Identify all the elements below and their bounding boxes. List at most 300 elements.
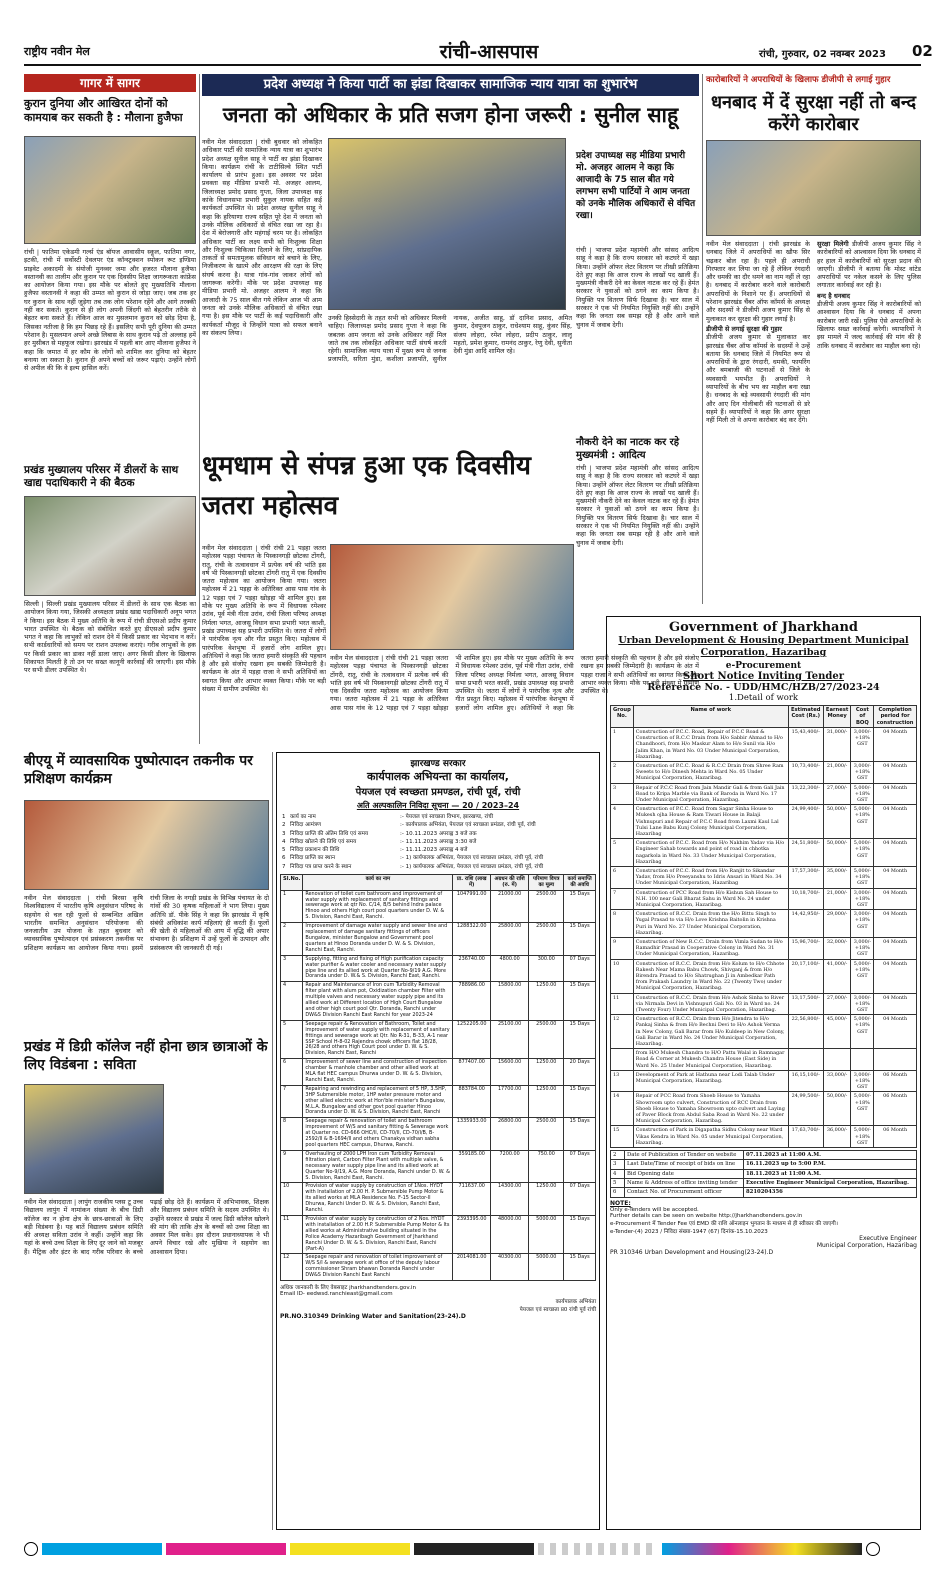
table-cell: 3,000/- +18% GST [851, 910, 874, 938]
naukri-body-text: रांची | भाजपा प्रदेश महामंत्री और सांसद आदित्य साहू ने कहा है कि राज्य सरकार को कटघरे में खड़ा किया। उन्होंने ऑफर लेटर वितरण पर तीखी प्रतिक्रिया देते हुए कहा कि आज राज्य के लाखों पद खाली हैं। मुख्यमंत्री नौकरी देने का केवल नाटक कर रहे हैं। हेमंत सरकार ने युवाओं को ठगने का काम किया है। नियुक्ति पत्र वितरण सिर्फ दिखावा है। चार साल में सरकार ने एक भी नियमित नियुक्ति नहीं की। उन्होंने कहा कि जनता सब समझ रही है और आने वाले चुनाव में जवाब देगी। [576, 464, 699, 547]
table-cell: 13,22,300/- [788, 783, 823, 805]
hz-short: Short Notice Inviting Tender [683, 671, 844, 682]
jh-work-table [280, 874, 596, 1281]
table-cell: Last Date/Time of receipt of bids on line [625, 1160, 744, 1169]
table-cell: 3 [281, 955, 303, 982]
table-row [280, 838, 596, 846]
table-row [611, 1169, 917, 1178]
dhanbad-sub3: बन्द है धनबाद [817, 291, 851, 300]
table-cell: 11 [281, 1215, 303, 1253]
table-cell: 3,000/- +18% GST [851, 888, 874, 910]
table-cell: Construction of R.C.C. Drain from the H/o Bittu Singh to Yugal Prasad to via H/o Love Krishna Baitolin in Krishna Puri in Ward No. 27 Under Municipal Corporation, Hazaribag. [633, 910, 788, 938]
table-cell: 12 [281, 1254, 303, 1281]
dhanbad-kicker: कारोबारियों ने अपराधियों के खिलाफ डीजीपी से लगाई गुहार [706, 75, 891, 85]
hz-sign1: Executive Engineer [859, 1234, 917, 1242]
table-cell: 17,63,700/- [788, 1126, 823, 1148]
table-cell: 2 [281, 923, 303, 956]
table-cell: 04 Month [874, 805, 917, 839]
table-cell: 788986.00 [453, 982, 491, 1020]
table-cell: 9 [611, 937, 634, 959]
table-cell: 5,000/- +18% GST [851, 805, 874, 839]
table-row [281, 1183, 596, 1216]
table-cell: 17700.00 [491, 1085, 529, 1118]
table-cell: 4 [611, 805, 634, 839]
table-row [611, 1188, 917, 1197]
hz-eproc: e-Procurement [725, 661, 802, 671]
table-cell: :- 1) कार्यपालक अभियंता, पेयजल एवं स्वच्छता प्रमंडल, रांची पूर्व, रांची [400, 855, 544, 862]
table-cell: 1250.00 [529, 982, 564, 1020]
table-cell: 7 [282, 863, 286, 870]
hz-ref: Reference No. - UDD/HMC/HZB/27/2023-24 [647, 682, 880, 693]
table-cell: 1 [282, 814, 286, 820]
table-cell: 236740.00 [453, 955, 491, 982]
table-cell: 04 Month [874, 761, 917, 783]
table-row [611, 761, 917, 783]
hz-dept: Urban Development & Housing Department Municipal Corporation, Hazaribag [618, 635, 909, 658]
table-row [280, 813, 596, 821]
story3-headline: बीएयू में व्यावसायिक पुष्पोत्पादन तकनीक पर प्रशिक्षण कार्यक्रम [24, 753, 253, 787]
table-cell: 6 [611, 1188, 625, 1197]
table-cell: 21000.00 [491, 890, 529, 923]
table-cell: 2500.00 [529, 1020, 564, 1058]
table-row [280, 863, 596, 871]
story4-body-a [24, 1198, 269, 1513]
table-cell: 12 [611, 1015, 634, 1049]
column-header: प्रा. राशि (लाख में) [453, 875, 491, 891]
lead-body-left [202, 138, 322, 430]
table-cell: 15,96,700/- [788, 937, 823, 959]
jh-office2: पेयजल एवं स्वच्छता प्रमण्डल, रांची पूर्व, रांची [355, 787, 521, 798]
table-cell: 15 Days [564, 923, 596, 956]
table-cell: 04 Month [874, 1015, 917, 1049]
table-cell: 07.11.2023 at 11:00 A.M. [744, 1151, 917, 1160]
table-cell: 5,000/- +18% GST [851, 783, 874, 805]
table-cell: 10 [611, 959, 634, 993]
table-cell: 04 Month [874, 888, 917, 910]
table-cell: 11 [611, 993, 634, 1015]
hz-sub: 1.Detail of work [728, 693, 799, 703]
column-header: Estimated Cost (Rs.) [788, 706, 823, 728]
jh-office1: कार्यपालक अभियन्ता का कार्यालय, [367, 770, 509, 783]
jh-pr: PR.NO.310349 Drinking Water and Sanitation(23-24).D [280, 1313, 466, 1321]
table-cell: 24,51,800/- [788, 839, 823, 867]
table-cell: Construction of Park in Digapatha Sidhu Colony near Ward Vikas Kendra in Ward No. 05 under Municipal Corporation, Hazaribag. [633, 1126, 788, 1148]
table-cell: Date of Publication of Tender on website [625, 1151, 744, 1160]
table-cell: 15 Days [564, 1020, 596, 1058]
table-cell: 04 Month [874, 937, 917, 959]
table-row [611, 1160, 917, 1169]
section-title: रांची-आसपास [439, 41, 539, 63]
dhanbad-col1 [706, 240, 810, 595]
lead-body: नवीन मेल संवाददाता | रांची बुधवार को लोकहित अधिकार पार्टी की सामाजिक न्याय यात्रा का शुभारंभ प्रदेश अध्यक्ष सुनील साहू ने पार्टी का झंडा दिखाकर किया। कार्यक्रम रांची के टाटीसिल्वे स्थित पार्टी कार्यालय से प्रारंभ हुआ। इस अवसर पर प्रदेश प्रवक्ता सह मीडिया प्रभारी मो. अजहर आलम, जिलाध्यक्ष प्रमोद प्रसाद गुप्ता, जिला उपाध्यक्ष सह कांके विधानसभा प्रभारी सुकुल नायक सहित कई कार्यकर्ता उपस्थित थे। प्रदेश अध्यक्ष सुनील साहू ने कहा कि हरियाणा राज्य सहित पूरे देश में जनता को उनके मौलिक अधिकारों से वंचित रखा जा रहा है। देश में बेरोजगारी और महंगाई चरम पर है। लोकहित अधिकार पार्टी का लक्ष्य सभी को निःशुल्क शिक्षा और निःशुल्क चिकित्सा दिलाने के लिए, सांप्रदायिक ताकतों से समतामूलक संविधान को बचाने के लिए, निजीकरण के खात्मे और आरक्षण की रक्षा के लिए संघर्ष करना है। यात्रा गांव-गांव जाकर लोगों को जागरूक करेगी। मौके पर प्रदेश उपाध्यक्ष सह मीडिया प्रभारी मो. अजहर आलम ने कहा कि आजादी के 75 साल बीत गये लेकिन आज भी आम जनता को उनके मौलिक अधिकारों से वंचित रखा गया है। इस मौके पर पार्टी के कई पदाधिकारी और कार्यकर्ता मौजूद थे जिन्होंने यात्रा को सफल बनाने का संकल्प लिया। [202, 138, 322, 337]
table-cell [788, 1049, 823, 1071]
table-cell: 3 [611, 783, 634, 805]
column-header: Earnest Money [823, 706, 851, 728]
dhanbad-body3: डीजीपी अजय कुमार सिंह ने कारोबारियों को आश्वासन दिया कि धनबाद में हर हाल में कारोबारियों को सुरक्षा प्रदान की जाएगी। डीजीपी ने बताया कि मोस्ट वांटेड अपराधियों पर नकेल कसने के लिए पुलिस लगातार कार्रवाई कर रही है। [817, 240, 921, 290]
paper-name: राष्ट्रीय नवीन मेल [24, 45, 90, 58]
table-cell: Construction of PCC Road from H/o Kishun Sah House to N.H. 100 near Gali Bharat Sahu in Ward No. 24 under Municipal Corporation, Hazaribag. [633, 888, 788, 910]
table-cell: 1335933.00 [453, 1118, 491, 1151]
hz-sign2: Municipal Corporation, Hazaribag [816, 1241, 917, 1249]
jh-info-table [280, 813, 596, 871]
table-cell: Improvement of sewer line and construction of inspection chamber & manhole chamber and other allied work at MLA flat HEC campus Dhurwa under D. W. & S. Division, Ranchi East, Ranchi. [303, 1059, 453, 1086]
table-cell [611, 1049, 634, 1071]
table-cell: Construction of P.C.C. Road, Repair of P.C.C Road & Construction of R.C.C Drain from H/o Sabbir Ahmad to H/o Chandhoori, from H/o Maskur Alam to H/o Sunil via H/o Jalim Khan, in Ward No. 03 Under Municipal Corporation, Hazaribag. [633, 727, 788, 761]
table-cell: 8210204356 [744, 1188, 917, 1197]
story3-body: नवीन मेल संवाददाता | रांची बिरसा कृषि विश्वविद्यालय में भारतीय कृषि अनुसंधान परिषद के सहयोग से चल रही फूलों से सम्बन्धित अखिल भारतीय समन्वित अनुसंधान परियोजना की जनजातीय उप योजना के तहत बुधवार को व्यावसायिक पुष्पोत्पादन एवं प्रसंस्करण तकनीक पर प्रशिक्षण कार्यक्रम का आयोजन किया गया। इसमें रांची जिला के नगड़ी प्रखंड के विभिन्न पंचायत के दो गांवों की 30 कृषक महिलाओं ने भाग लिया। मुख्य अतिथि डॉ. पीके सिंह ने कहा कि झारखंड में कृषि संबंधी अधिकांश कार्य महिलाएं ही करती हैं। फूलों की खेती से महिलाओं की आय में वृद्धि की अपार संभावना है। प्रशिक्षण में उन्हें फूलों के उत्पादन और प्रसंस्करण की जानकारी दी गई। [24, 894, 269, 952]
table-cell: 04 Month [874, 910, 917, 938]
table-row [611, 866, 917, 888]
lead-side-body: उनकी हिस्सेदारी के तहत सभी को अधिकार मिलनी चाहिए। जिलाध्यक्ष प्रमोद प्रसाद गुप्ता ने कहा कि जबतक आम जनता को उनके अधिकार नहीं मिल जाते तब तक लोकहित अधिकार पार्टी संघर्ष करती रहेगी। सामाजिक न्याय यात्रा में मुख्य रूप से जनक प्रजापति, सरिता मुंडा, कशीला प्रजापति, सुनील नायक, अजीत साहू, डॉ दानिश प्रसाद, अमित कुमार, देवपूजन ठाकुर, राधेश्याम साहू, कुंवर सिंह, संजय लोहरा, रमेश लोहरा, प्रदीप ठाकुर, लालू महतो, प्रमेश कुमार, रामनंद ठाकुर, रेणु देवी, सुनीता देवी मुंडा आदि शामिल रहे। [328, 314, 572, 364]
table-cell: 04 Month [874, 783, 917, 805]
table-cell: 2 [611, 761, 634, 783]
table-cell: 36,000/- [823, 1126, 851, 1148]
table-cell: 5 [282, 847, 286, 854]
story4-body: नवीन मेल संवाददाता | लापुंग राजकीय प्लस टू उच्च विद्यालय लापुंग में नामांकन संख्या के बीच डिग्री कॉलेज का न होना क्षेत्र के छात्र-छात्राओं के लिए बड़ी विडंबना है। यह बातें विद्यालय प्रबंधन समिति की अध्यक्ष सविता उरांव ने कहीं। उन्होंने कहा कि यहां के बच्चे उच्च शिक्षा के लिए दूर जाने को मजबूर हैं। मैट्रिक और इंटर के बाद गरीब परिवार के बच्चे पढ़ाई छोड़ देते हैं। कार्यक्रम में अभिभावक, शिक्षक और विद्यालय प्रबंधन समिति के सदस्य उपस्थित थे। उन्होंने सरकार से प्रखंड में जल्द डिग्री कॉलेज खोलने की मांग की ताकि क्षेत्र के बच्चों को उच्च शिक्षा का अवसर मिल सके। इस दौरान प्रधानाध्यापक ने भी अपने विचार रखे और मुखिया ने सहयोग का आश्वासन दिया। [24, 1198, 269, 1256]
table-cell: 1252205.00 [453, 1020, 491, 1058]
table-cell: 50,000/- [823, 839, 851, 867]
dhanbad-sub: डीजीपी से लगाई सुरक्षा की गुहार [706, 324, 782, 333]
table-cell: :- 10.11.2023 अपराह्न 3 बजे तक [400, 830, 477, 837]
table-cell: 10,18,700/- [788, 888, 823, 910]
table-row [611, 783, 917, 805]
table-cell: 8 [281, 1118, 303, 1151]
table-cell: 27,000/- [823, 993, 851, 1015]
table-row [281, 1085, 596, 1118]
table-cell: 17,57,300/- [788, 866, 823, 888]
page-number: 02 [912, 42, 933, 60]
table-cell: 26800.00 [491, 1118, 529, 1151]
table-cell: :- पेयजल एवं स्वच्छता विभाग, झारखण्ड, रांची [400, 814, 494, 820]
table-cell: 16,15,100/- [788, 1070, 823, 1092]
jatra-body-rest: नवीन मेल संवाददाता | रांची रांची 21 पड़हा जतरा महोत्सव पड़हा पंचायत के पिस्कानगड़ी छोटका टोंगरी, रातू, रांची के तत्वावधान में प्रत्येक वर्ष की भांति इस वर्ष भी पिस्कानगड़ी छोटका टोंगरी रातू में एक दिवसीय जतरा महोत्सव का आयोजन किया गया। जतरा महोत्सव में 21 पड़हा के अतिरिक्त आस पास गांव के 12 पड़हा एवं 7 पड़हा खोड़हा भी शामिल हुए। इस मौके पर मुख्य अतिथि के रूप में विधायक रमेश्वर उरांव, पूर्व मंत्री गीता उरांव, रांची जिला परिषद अध्यक्ष निर्मला भगत, आजसू विधान सभा प्रभारी भरत काशी, प्रखंड उपाध्यक्ष सह प्रभारी उपस्थित थे। जतरा में लोगों ने पारंपरिक नृत्य और गीत प्रस्तुत किए। महोत्सव में पारंपरिक वेशभूषा में हजारों लोग शामिल हुए। अतिथियों ने कहा कि जतरा हमारी संस्कृति की पहचान है और इसे संजोए रखना हम सबकी जिम्मेदारी है। कार्यक्रम के अंत में पड़हा राजा ने सभी अतिथियों का स्वागत किया और आभार व्यक्त किया। मौके पर बड़ी संख्या में ग्रामीण उपस्थित थे। [330, 654, 699, 712]
story4-headline: प्रखंड में डिग्री कॉलेज नहीं होना छात्र छात्राओं के लिए विडंबना : सविता [24, 1039, 268, 1073]
column-header: कार्य समाप्ति की अवधि [564, 875, 596, 891]
column-header: Cost of BOQ [851, 706, 874, 728]
table-cell: Improvement of damage water supply and sewer line and replacement of damage sanitary fittings of officers Bungalow, minister Bungalow and Government pool quarters at Hinoo Doranda under D. W. & S. Division, Ranchi East, Ranchi. [303, 923, 453, 956]
table-cell: 5000.00 [529, 1215, 564, 1253]
table-cell: Construction of R.C.C. Drain from H/o Ashok Sinha to River via Nirmala Devi in Vishnupuri Gali No. 03 in Ward no. 24 (Twenty Four) Under Municipal Corporation, Hazaribag. [633, 993, 788, 1015]
table-row [611, 727, 917, 761]
table-row [281, 923, 596, 956]
table-cell: 18.11.2023 at 11:00 A.M. [744, 1169, 917, 1178]
table-cell: Name & Address of office inviting tender [625, 1178, 744, 1187]
hz-note: NOTE: [610, 1199, 631, 1207]
table-cell: 07 Days [564, 1183, 596, 1216]
table-row [611, 805, 917, 839]
table-cell: Renovation of toilet cum bathroom and improvement of water supply with replacement of sanitary fittings and sewerage work at qtr No. C/14, B/5 behind Indra palace Hinoo and others High court pool quarters under D. W. & S. Division, Ranchi East, Ranchi. [303, 890, 453, 923]
dhanbad-body2: डीजीपी अजय कुमार से मुलाकात कर झारखंड चैंबर ऑफ कॉमर्स के सदस्यों ने उन्हें बताया कि धनबाद जिले में नियमित रूप से अपराधियों के द्वारा रंगदारी, धमकी, फायरिंग और बमबाजी की घटनाओं से जिले के व्यवसायी भयभीत हैं। अपराधियों ने व्यापारियों के बीच भय का माहौल बना रखा है। धनबाद के बड़े व्यवसायी रंगदारी की मांग और आए दिन गोलीबारी की घटनाओं से डरे सहमे हैं। व्यापारियों ने कहा कि अगर सुरक्षा नहीं मिली तो वे अपना कारोबार बंद कर देंगे। [706, 333, 810, 425]
story2-headline: प्रखंड मुख्यालय परिसर में डीलरों के साथ खाद्य पदाधिकारी ने की बैठक [24, 464, 179, 489]
edition-date: रांची, गुरुवार, 02 नवम्बर 2023 [759, 49, 886, 60]
table-cell: 04 Month [874, 959, 917, 993]
table-cell: 3,000/- +18% GST [851, 993, 874, 1015]
table-cell: 3 [611, 1160, 625, 1169]
table-row [280, 821, 596, 829]
table-cell: 4 [282, 838, 286, 845]
table-cell: 1250.00 [529, 1059, 564, 1086]
table-cell: 5 [281, 1020, 303, 1058]
dhanbad-body: नवीन मेल संवाददाता | रांची झारखंड के धनबाद जिले में अपराधियों का खौफ सिर चढ़कर बोल रहा है। पहले ही अपराधी गिरफ्तार कर लिया जा रहे हैं लेकिन रंगदारी और धमकी का दौर थमने का नाम नहीं ले रहा है। धनबाद में कारोबार करने वाले कारोबारी अपराधियों के निशाने पर हैं। अपराधियों से परेशान झारखंड चैंबर ऑफ कॉमर्स के अध्यक्ष और सदस्यों ने डीजीपी अजय कुमार सिंह से मुलाकात कर सुरक्षा की गुहार लगाई है। [706, 240, 810, 323]
table-cell: :- 11.11.2023 अपराह्न 4 बजे [400, 847, 468, 854]
table-cell: 06 Month [874, 1070, 917, 1092]
table-cell: 50,000/- [823, 1092, 851, 1126]
column-header: परिमाण विपत्र का मूल्य [529, 875, 564, 891]
table-cell: 300.00 [529, 955, 564, 982]
table-cell: Construction of P.C.C. Road from H/o Ranjit to Sikandar Yadav, from H/o Preeyanshu to Idris Ansari in Ward No. 34 Under Municipal Corporation, Hazaribag [633, 866, 788, 888]
hz-dates-table [610, 1150, 917, 1197]
table-cell: 6 [282, 855, 286, 862]
table-cell: 25100.00 [491, 1020, 529, 1058]
table-cell: 1047991.00 [453, 890, 491, 923]
jh-sign1: कार्यपालक अभियंता [555, 1299, 596, 1306]
table-cell: 3,000/- +18% GST [851, 761, 874, 783]
table-cell: 1250.00 [529, 1183, 564, 1216]
lead-headline: जनता को अधिकार के प्रति सजग होना जरूरी : सुनील साहू [222, 103, 679, 127]
lead-kicker: प्रदेश अध्यक्ष ने किया पार्टी का झंडा दिखाकर सामाजिक न्याय यात्रा का शुभारंभ [202, 74, 699, 96]
table-row [611, 1070, 917, 1092]
table-cell: 31,000/- [823, 727, 851, 761]
table-cell: 750.00 [529, 1150, 564, 1183]
table-row [611, 1151, 917, 1160]
table-cell: Repair and Maintenance of Iron cum Turbidity Removal filter plant with alum pot, Oxidization chamber Filter with multiple valves and necessary water supply pipe and its allied work at Different location of High Court Bungalow and other high court pool Qtr. Doranda, Ranchi under DW&S Division Ranchi East Ranchi for year 2023-24 [303, 982, 453, 1020]
table-cell: 48000.00 [491, 1215, 529, 1253]
table-cell: 5 [611, 1178, 625, 1187]
table-cell: 7200.00 [491, 1150, 529, 1183]
table-cell: 14300.00 [491, 1183, 529, 1216]
table-row [280, 854, 596, 862]
table-cell: 711637.00 [453, 1183, 491, 1216]
table-cell: 5000.00 [529, 1254, 564, 1281]
jh-tender [276, 752, 600, 1530]
table-cell: 27,000/- [823, 783, 851, 805]
table-cell: 15 Days [564, 1254, 596, 1281]
table-row [611, 1092, 917, 1126]
table-cell: 6 [611, 866, 634, 888]
table-cell: 2500.00 [529, 1118, 564, 1151]
table-cell: 5 [611, 839, 634, 867]
table-cell: 3,000/- +18% GST [851, 1070, 874, 1092]
col-rule-2 [702, 74, 703, 604]
table-cell: 7 [611, 888, 634, 910]
story4-photo [24, 1084, 164, 1194]
dhanbad-sub2: सुरक्षा मिलेगी [817, 240, 849, 248]
table-cell: 35,000/- [823, 866, 851, 888]
table-row [281, 890, 596, 923]
table-cell: 24,99,500/- [788, 1092, 823, 1126]
registration-mark-right [866, 1542, 880, 1556]
column-header: अग्रधन की राशि (रु. में) [491, 875, 529, 891]
table-cell: 3 [282, 830, 286, 837]
swatch-magenta [166, 1543, 286, 1555]
table-row [281, 1150, 596, 1183]
table-cell: Bid Opening date [625, 1169, 744, 1178]
swatch-mix [662, 1543, 862, 1555]
table-cell: Contact No. of Procurement officer [625, 1188, 744, 1197]
table-cell: 15 Days [564, 1118, 596, 1151]
table-row [611, 1015, 917, 1049]
table-row [281, 1254, 596, 1281]
lead-quote: प्रदेश उपाध्यक्ष सह मीडिया प्रभारी मो. अजहर आलम ने कहा कि आजादी के 75 साल बीत गये लगभग सभी पार्टियों ने आम जनता को उनके मौलिक अधिकारों से वंचित रखा। [576, 151, 696, 221]
column-header: Group No. [611, 706, 634, 728]
col-rule-3 [272, 752, 273, 1530]
table-cell: निविदा प्राप्ति का स्थान [290, 855, 336, 862]
table-cell: 5,000/- +18% GST [851, 1126, 874, 1148]
registration-mark [24, 1542, 38, 1556]
jatra-headline: धूमधाम से संपन्न हुआ एक दिवसीय जतरा महोत्सव [202, 451, 531, 521]
table-row [280, 830, 596, 838]
table-cell: 15800.00 [491, 982, 529, 1020]
table-cell: 16.11.2023 up to 5:00 P.M. [744, 1160, 917, 1169]
dhanbad-photo [706, 140, 921, 236]
table-cell: 15 Days [564, 1215, 596, 1253]
table-cell: 07 Days [564, 955, 596, 982]
table-cell: 2500.00 [529, 890, 564, 923]
table-cell: 4800.00 [491, 955, 529, 982]
table-cell: निविदा पत्र प्राप्त करने के स्थान [290, 863, 352, 870]
story1-body: रांची | फातिमा एकेडमी गर्ल्स एंड बॉयज आवासीय स्कूल, फातिमा नगर, इटकी, रांची में सर्वोस्टी देवलपर एंड कॉन्स्ट्रक्शन स्पोकन रूट इण्डिया प्राइवेट अकादमी के संयोजी मुनव्वर जमा और हजरत मौलाना हुजैफा वस्तानवी का तालीम और कुरान पर एक दिवसीय शिक्षा जागरूकता कांफ्रेंस का आयोजन किया गया। इस मौके पर बोलते हुए मुख्यातिथि मौलाना हुजैफा वस्तानवी ने कहा की उम्मत को कुरान से जोड़ा जाए। जब तक हर घर कुरान के साथ नहीं जुड़ेगा तब तक लोग परेशान रहेंगे और आगे तरक्की नहीं कर सकते। कुरान से ही लोग अपनी जिंदगी को बेहतरीन तरीके से बेहतर बना सकते हैं। लेकिन आज का मुसलमान कुरान को छोड़ दिया है, जिसका नतीजा है कि हम पिछड़ रहे हैं। इसलिए सभी पूरी दुनिया की उम्मत परेशान है। मुसलमान अपने अच्छे लिबास के साथ कुरान पढ़े तो अल्लाह हमें हर मुसीबत से महफूज रखेगा। झारखंड में पहली बार आए मौलाना हुजैफा ने कहा कि जमात में हर कौम के लोगों को शामिल कर दुनिया को बेहतर बनाया जा सकता है। कुरान ही अपने बच्चों को जरूर पढ़ाएं। उन्होंने लोगों से अपील की कि वे इल्म हासिल करें। [24, 248, 196, 373]
table-cell: निविदा खोलने की तिथि एवं समय [290, 838, 357, 845]
table-cell: 45,000/- [823, 1015, 851, 1049]
table-cell: 877407.00 [453, 1059, 491, 1086]
hz-gov: Government of Jharkhand [669, 620, 858, 635]
table-cell [851, 1049, 874, 1071]
jh-footer-left: अधिक जानकारी के लिए वेबसाइट jharkhandtenders.gov.in [280, 1285, 416, 1292]
jh-notice: अति अल्पकालिन निविदा सूचना — 20 / 2023–24 [356, 801, 520, 810]
table-cell: 15600.00 [491, 1059, 529, 1086]
column-header: Completion period for construction [874, 706, 917, 728]
naukri-body [576, 464, 699, 584]
table-cell: 14 [611, 1092, 634, 1126]
naukri-preview: रांची | भाजपा प्रदेश महामंत्री और सांसद आदित्य साहू ने कहा है कि राज्य सरकार को कटघरे में खड़ा किया। उन्होंने ऑफर लेटर वितरण पर तीखी प्रतिक्रिया देते हुए कहा कि आज राज्य के लाखों पद खाली हैं। मुख्यमंत्री नौकरी देने का केवल नाटक कर रहे हैं। हेमंत सरकार ने युवाओं को ठगने का काम किया है। नियुक्ति पत्र वितरण सिर्फ दिखावा है। चार साल में सरकार ने एक भी नियमित नियुक्ति नहीं की। उन्होंने कहा कि जनता सब समझ रही है और आने वाले चुनाव में जवाब देगी। [576, 246, 699, 329]
dhanbad-col2 [817, 240, 921, 595]
column-header: Name of work [633, 706, 788, 728]
table-cell: Provision of water supply by construction of 2 Nos. HYDT with installation of 2.00 H.P. Submersible Pump Motor & Its allied works at Administrative building situated in the Police Academy Hazaribagh Government of Jharkhand Ranchi Under D. W. & S. Division, Ranchi East, Ranchi (Part-A) [303, 1215, 453, 1253]
table-row [281, 1215, 596, 1253]
jh-sign2: पेयजल एवं स्वच्छता प्र0 रांची पूर्व रांची [519, 1307, 596, 1314]
lead-side-text [576, 246, 699, 430]
table-cell: Seepage repair & Renovation of Bathroom, Toilet and improvement of water supply with replacement of sanitary fittings and sewerage work at Qtr. No R-31, B-33, A-1 near SSP School H-8-02 Rajendra chowk officers flat 18/28, 26/28 and others High Court pool under D. W. & S. Division, Ranchi East, Ranchi [303, 1020, 453, 1058]
dhanbad-body4: डीजीपी अजय कुमार सिंह ने कारोबारियों को आश्वासन दिया कि वे धनबाद में अपना कारोबार जारी रखें। पुलिस ऐसे अपराधियों के खिलाफ सख्त कार्रवाई करेगी। व्यापारियों ने इस मामले में जल्द कार्रवाई की मांग की है ताकि धनबाद में कारोबार का माहौल बना रहे। [817, 300, 921, 350]
jh-gov: झारखण्ड सरकार [410, 759, 466, 769]
table-cell: 04 Month [874, 993, 917, 1015]
table-cell: 50,000/- [823, 805, 851, 839]
table-cell: Repairing and rewinding and replacement of 5 HP, 3.5HP, 3HP Submersible motor, 1HP water pressure motor and other allied electric work at Hon'ble minister's Bungalow, M.L.A. Bungalow and other govt pool quarter Hinoo Doranda under D. W. & S. Division, Ranchi East, Ranchi [303, 1085, 453, 1118]
table-cell: 3,000/- +18% GST [851, 727, 874, 761]
table-cell: 3,000/- +18% GST [851, 937, 874, 959]
table-cell: निविदा प्राप्ति की अंतिम तिथि एवं समय [290, 830, 369, 837]
table-cell: 13,17,500/- [788, 993, 823, 1015]
table-cell: 15 Days [564, 1085, 596, 1118]
masthead [24, 38, 933, 66]
table-cell: Repair of PCC Road from Shoeb House to Yamaha Showroom upto culvert, Construction of RCC Drain from Shoeb House to Yamaha Showroom upto culvert and Laying of Paver Block from Abdul Saba Road in Ward No. 22 under Municipal Corporation, Hazaribag. [633, 1092, 788, 1126]
table-cell: 1 [281, 890, 303, 923]
table-cell: 21,000/- [823, 888, 851, 910]
table-row [611, 1049, 917, 1071]
table-cell: 5,000/- +18% GST [851, 866, 874, 888]
jatra-body-col1 [202, 544, 326, 744]
table-row [611, 910, 917, 938]
hz-note3: e-Procurement में Tender Fee एवं EMD की राशि ऑनलाइन भुगतान के माध्यम से ही स्वीकार की जाएगी। [610, 1220, 838, 1227]
table-cell: :- 1) कार्यपालक अभियंता, पेयजल एवं स्वच्छता प्रमंडल, रांची पूर्व, रांची [400, 863, 544, 870]
table-cell: 15 Days [564, 982, 596, 1020]
table-cell: 7 [281, 1085, 303, 1118]
table-cell: 1 [611, 727, 634, 761]
table-row [280, 846, 596, 854]
hz-note4: e-Tender-(4) 2023 / निविदा संख्या-1947 (67) दिनांक-15.10.2023 [610, 1228, 768, 1235]
registration-strip [24, 1542, 921, 1556]
table-cell: 21,000/- [823, 761, 851, 783]
swatch-yellow [290, 1543, 410, 1555]
table-cell: 5,000/- +18% GST [851, 839, 874, 867]
hz-tender [606, 616, 921, 1530]
table-cell: 06 Month [874, 1092, 917, 1126]
table-row [611, 1178, 917, 1187]
table-cell: 1288322.00 [453, 923, 491, 956]
table-cell: 6 [281, 1059, 303, 1086]
table-cell: 32,000/- [823, 937, 851, 959]
table-cell: Construction of New R.C.C. Drain from Vimla Sudan to H/o Ramadhir Prasad in Cooperative Colony in Ward No. 31 Under Municipal Corporation, Hazaribag. [633, 937, 788, 959]
table-cell: Supplying, fitting and fixing of High purification capacity water purifier & water cooler and necessary water supply pipe line and its allied work at Quarter No-9/19 A.G. More Doranda under D. W.& S. Division, Ranchi East, Ranchi. [303, 955, 453, 982]
table-row [611, 993, 917, 1015]
table-cell: Provision of water supply by construction of 1Nos. HYDT with Installation of 2.00 H. P. Submersible Pump Motor & its allied works at MLA Residence No. F-15 Sector-II Dhurwa, Ranchi Under D. W. & S. Division, Ranchi East, Ranchi. [303, 1183, 453, 1216]
story3-photo [24, 800, 269, 890]
swatch-cyan [42, 1543, 162, 1555]
table-cell: 2393395.00 [453, 1215, 491, 1253]
table-cell: Construction of P.C.C. Road from H/o Nakhim Yadav via H/o Engineer Sahab towards and point of road in chhotka nagarkola in Ward No. 33 Under Municipal Corporation, Hazaribag [633, 839, 788, 867]
table-row [611, 1126, 917, 1148]
table-cell: निविदा आमंत्रण [290, 822, 321, 829]
hz-note2: Further details can be seen on website http://jharkhandtenders.gov.in [610, 1212, 803, 1219]
table-cell: 359185.00 [453, 1150, 491, 1183]
table-cell: 24,99,400/- [788, 805, 823, 839]
column-header: कार्य का नाम [303, 875, 453, 891]
table-row [611, 888, 917, 910]
table-cell: 29,000/- [823, 910, 851, 938]
naukri-headline: नौकरी देने का नाटक कर रहे मुख्यमंत्री : आदित्य [576, 437, 680, 461]
table-cell: Construction of P.C.C. Road from Sagar Sinha House to Mukesh ojha House & Ram Tiwari House in Balaji Vishnupuri and Repair of P.C.C Road from Laxmi Kaul Lal Tulsi Lane Babu Kunj Colony Municipal Corporation, Hazaribag [633, 805, 788, 839]
table-row [611, 937, 917, 959]
table-cell: 2 [282, 822, 286, 829]
table-cell: 9 [281, 1150, 303, 1183]
table-row [611, 959, 917, 993]
table-row [281, 1059, 596, 1086]
table-cell: कार्य का नाम [290, 814, 316, 820]
table-row [611, 839, 917, 867]
table-cell: 25800.00 [491, 923, 529, 956]
table-cell: 07 Days [564, 1150, 596, 1183]
swatch-gray [538, 1543, 658, 1555]
story2-body: सिल्ली | सिल्ली प्रखंड मुख्यालय परिसर में डीलरों के साथ एक बैठक का आयोजन किया गया, जिसकी अध्यक्षता प्रखंड खाद्य पदाधिकारी अनूप भगत ने किया। इस बैठक में मुख्य अतिथि के रूप में रांची डीएसओ प्रदीप कुमार भारत उपस्थित थे। बैठक को संबोधित करते हुए डीएसओ प्रदीप कुमार भगत ने कहा कि लाभुकों को राशन देने में किसी प्रकार का भेदभाव न करें। सभी कार्डधारियों को समय पर राशन उपलब्ध कराएं। गरीब लाभुकों के हक पर किसी प्रकार का डाका नहीं डाला जाए। अगर किसी डीलर के खिलाफ शिकायत मिलती है तो उन पर सख्त कानूनी कार्रवाई की जाएगी। इस मौके पर सभी डीलर उपस्थित थे। [24, 600, 196, 675]
table-cell: 8 [611, 910, 634, 938]
table-cell: Executive Engineer Municipal Corporation, Hazaribag. [744, 1178, 917, 1187]
table-cell: निविदा प्रकाशन की तिथि [290, 847, 340, 854]
table-cell: Development of Park at Hathuna near Lodi Talab Under Municipal Corporation, Hazaribag. [633, 1070, 788, 1092]
table-cell: 5,000/- +18% GST [851, 1015, 874, 1049]
table-row [281, 1118, 596, 1151]
story1-headline: कुरान दुनिया और आखिरत दोनों को कामयाब कर सकती है : मौलाना हुजैफा [24, 97, 183, 124]
lead-body-bottom [328, 314, 572, 430]
table-cell: Overhauling of 2000 LPH Iron cum Turbidity Removal filtration plant, Carbon Filter Plant with multiple valve, & necessary water supply pipe line and its allied work at Quarter No-9/19, A.G. More Doranda, Ranchi under D. W. & S. Division, Ranchi East, Ranchi. [303, 1150, 453, 1183]
table-cell: 04 Month [874, 727, 917, 761]
table-cell: 40300.00 [491, 1254, 529, 1281]
table-cell: 15 Days [564, 890, 596, 923]
table-cell: 41,000/- [823, 959, 851, 993]
table-cell: 14,42,950/- [788, 910, 823, 938]
table-cell: :- 11.11.2023 अपराह्न 3:30 बजे [400, 838, 477, 845]
table-cell: 2 [611, 1151, 625, 1160]
table-cell: 15 [611, 1126, 634, 1148]
